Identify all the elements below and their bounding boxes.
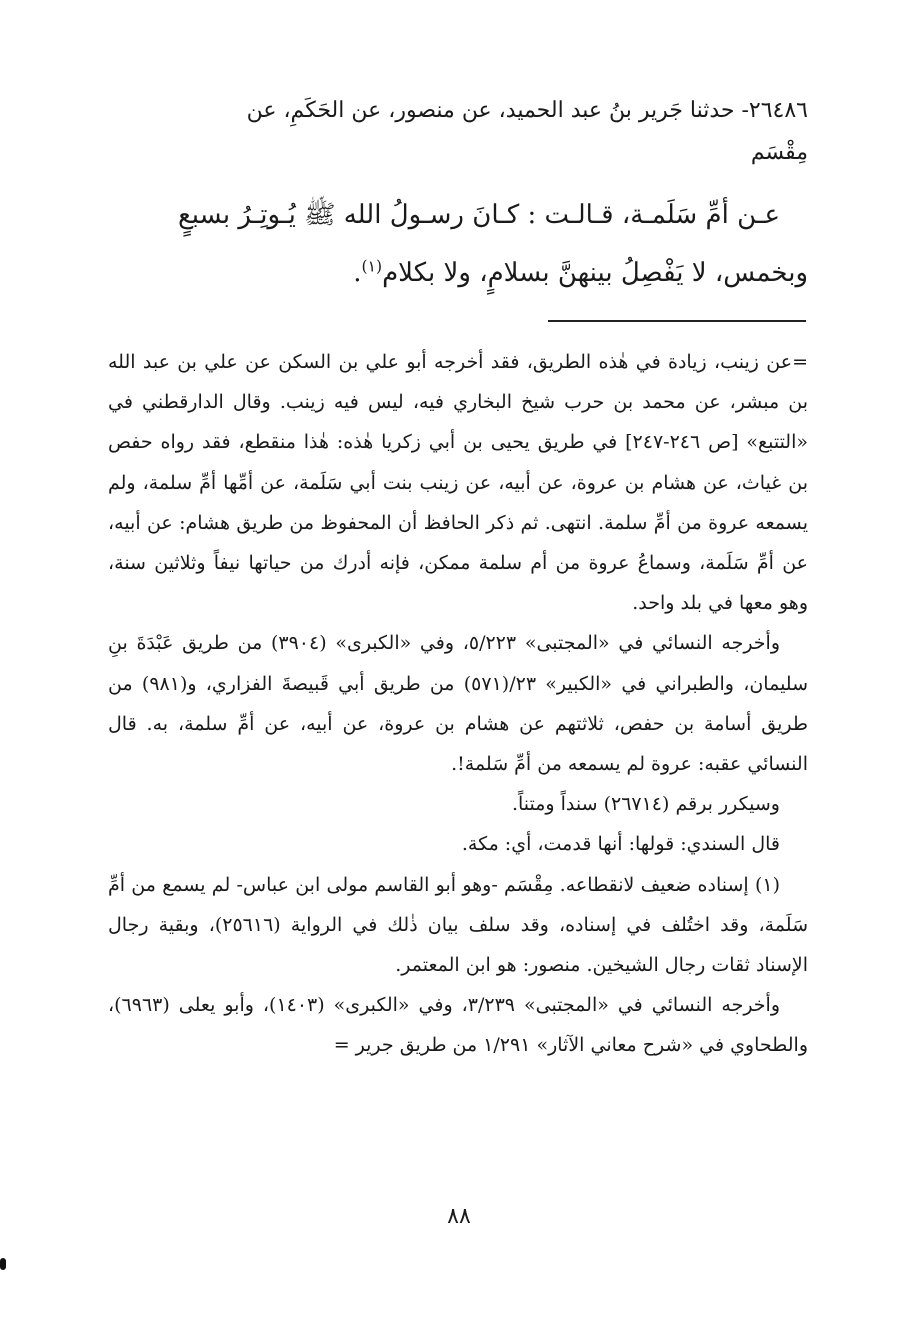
footnote-paragraph-4: قال السندي: قولها: أنها قدمت، أي: مكة. [461,833,780,856]
footnote-paragraph-6: وأخرجه النسائي في «المجتبى» ٣/٢٣٩، وفي «الكبرى» (١٤٠٣)، وأبو يعلى (٦٩٦٣)، والطحاوي في «شرح معاني الآثار» ١/٢٩١ من طريق جرير = [108,994,808,1057]
matn-line-1: عـن أمِّ سَلَمـة، قـالـت : كـانَ رسـولُ الله ﷺ يُـوتِـرُ بسبعٍ [177,200,780,230]
footnote-paragraph-1: =عن زينب، زيادة في هٰذه الطريق، فقد أخرجه أبو علي بن السكن عن علي بن عبد الله بن مبشر، عن محمد بن حرب شيخ البخاري فيه، ليس فيه زينب. وقال الدارقطني في «التتبع» [ص ٢٤٦-٢٤٧] في طريق يحيى بن أبي زكريا هٰذه: هٰذا منقطع، فقد رواه حفص بن غياث، عن هشام بن عروة، عن أبيه، عن زينب بنت أبي سَلَمة، عن أمِّها أمِّ سلمة، ولم يسمعه عروة من أمِّ سلمة. انتهى. ثم ذكر الحافظ أن المحفوظ من طريق هشام: عن أبيه، عن أمِّ سَلَمة، وسماعُ عروة من أم سلمة ممكن، فإنه أدرك من حياتها نيفاً وثلاثين سنة، وهو معها في بلد واحد. [108,351,808,615]
footnote-divider [548,320,806,322]
isnad-line-2: مِقْسَم [750,140,808,165]
page-number: ٨٨ [447,1204,471,1229]
hadith-matn [108,186,808,302]
matn-line-2-text: وبخمس، لا يَفْصِلُ بينهنَّ بسلامٍ، ولا بكلام [382,258,808,288]
footnotes [108,342,808,1066]
footnote-paragraph-2: وأخرجه النسائي في «المجتبى» ٥/٢٢٣، وفي «الكبرى» (٣٩٠٤) من طريق عَبْدَةَ بنِ سليمان، والطبراني في «الكبير» ٢٣/(٥٧١) من طريق أبي قَبيصةَ الفزاري، و(٩٨١) من طريق أسامة بن حفص، ثلاثتهم عن هشام بن عروة، عن أبيه، عن أمِّ سلمة، به. قال النسائي عقبه: عروة لم يسمعه من أمِّ سَلمة!. [108,632,809,776]
matn-line-2 [108,244,808,302]
matn-line-2-end: . [353,258,362,288]
isnad-line-1: ٢٦٤٨٦- حدثنا جَرير بنُ عبد الحميد، عن منصور، عن الحَكَمِ، عن [246,98,808,123]
footnote-paragraph-5: (١) إسناده ضعيف لانقطاعه. مِقْسَم -وهو أبو القاسم مولى ابن عباس- لم يسمع من أمِّ سَلَمة، وقد اختُلف في إسناده، وقد سلف بيان ذٰلك في الرواية (٢٥٦١٦)، وبقية رجال الإسناد ثقات رجال الشيخين. منصور: هو ابن المعتمر. [108,873,809,977]
footnote-paragraph-3: وسيكرر برقم (٢٦٧١٤) سنداً ومتناً. [511,793,780,816]
scan-edge-mark [0,1258,6,1270]
footnote-reference: (١) [361,257,383,276]
hadith-isnad [108,90,808,174]
